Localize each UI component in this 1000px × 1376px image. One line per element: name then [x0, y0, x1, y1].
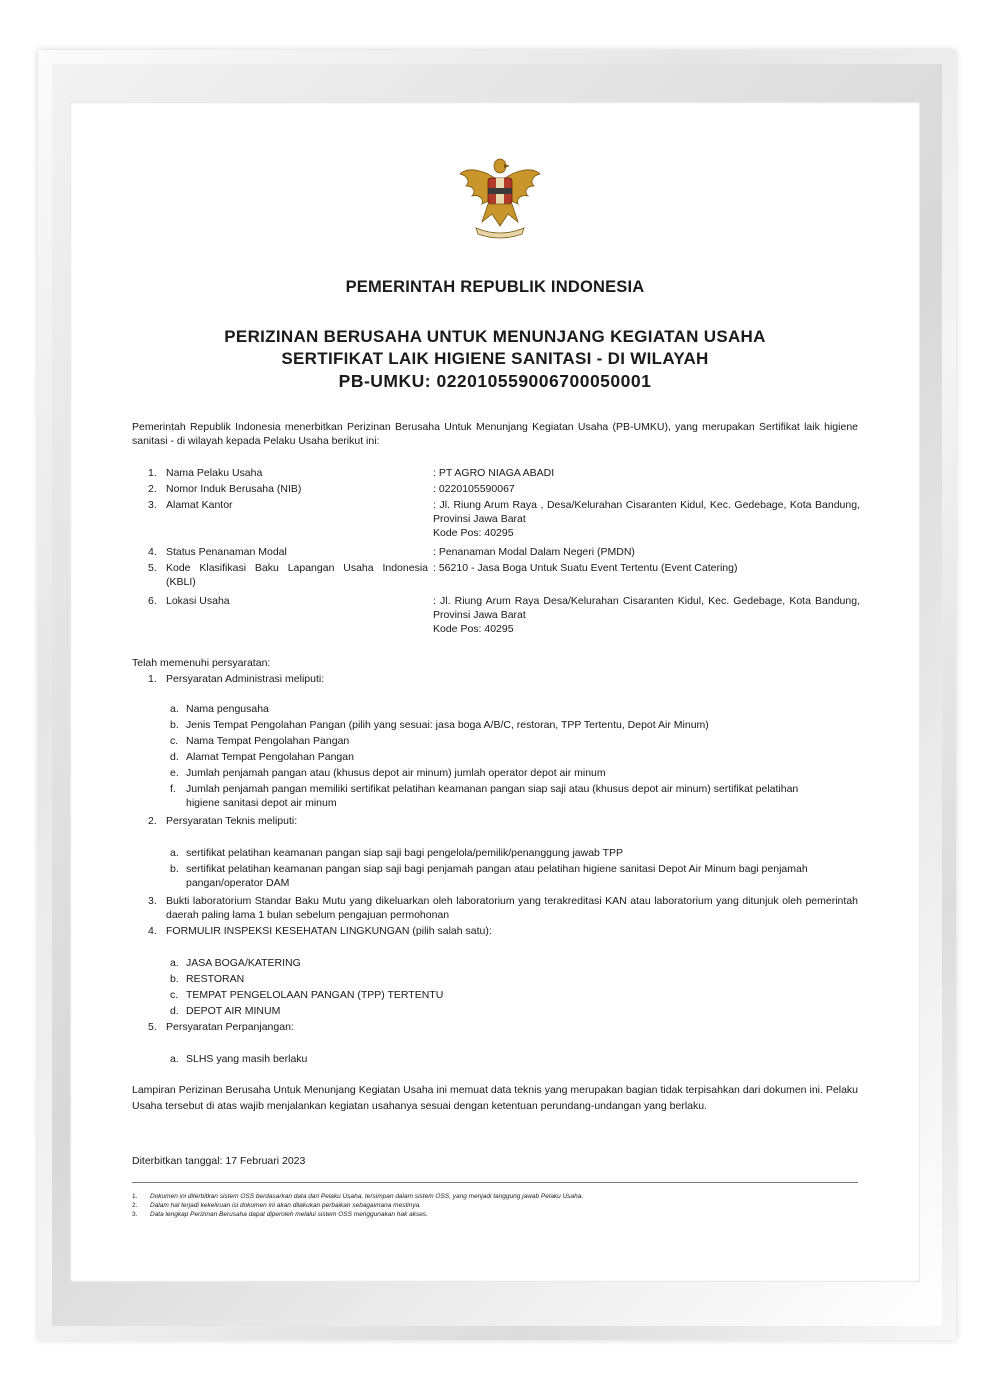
footnote: 1. Dokumen ini diterbitkan sistem OSS berdasarkan data dari Pelaku Usaha, tersimpan dalam sistem OSS, yang menjadi tanggung jawab Pelaku Usaha. [132, 1193, 584, 1200]
list-item: DEPOT AIR MINUM [186, 1005, 281, 1017]
footnotes [132, 1192, 858, 1219]
list-item: TEMPAT PENGELOLAAN PANGAN (TPP) TERTENTU [186, 989, 444, 1001]
list-item: RESTORAN [186, 973, 245, 985]
title-line-1: PERIZINAN BERUSAHA UNTUK MENUNJANG KEGIATAN USAHA [224, 327, 766, 346]
list-item: Nama Tempat Pengolahan Pangan [186, 735, 350, 747]
technical-requirements-title: Persyaratan Teknis meliputi: [166, 815, 298, 827]
closing-paragraph: Lampiran Perizinan Berusaha Untuk Menunjang Kegiatan Usaha ini memuat data teknis yang merupakan bagian tidak terpisahkan dari dokumen ini. Pelaku Usaha tersebut di atas wajib menjalankan kegiatan usahanya sesuai dengan ketentuan perundang-undangan yang berlaku. [132, 1084, 858, 1112]
list-item: Jenis Tempat Pengolahan Pangan (pilih yang sesuai: jasa boga A/B/C, restoran, TPP Tertentu, Depot Air Minum) [186, 719, 709, 731]
list-item: Jumlah penjamah pangan memiliki sertifikat pelatihan keamanan pangan siap saji atau (khusus depot air minum) sertifikat pelatihan higiene sanitasi depot air minum [186, 783, 799, 809]
footnote: 3. Data lengkap Perizinan Berusaha dapat diperoleh melalui sistem OSS menggunakan hak akses. [132, 1211, 428, 1218]
garuda-pancasila-emblem-icon [458, 152, 542, 240]
footnote-divider [132, 1182, 858, 1183]
list-item: sertifikat pelatihan keamanan pangan siap saji bagi penjamah pangan atau pelatihan higiene sanitasi Depot Air Minum bagi penjamah pangan/operator DAM [186, 863, 808, 889]
list-item: sertifikat pelatihan keamanan pangan siap saji bagi pengelola/pemilik/penanggung jawab TPP [186, 847, 624, 859]
requirements-section: Telah memenuhi persyaratan: 1. Persyaratan Administrasi meliputi: a. Nama pengusaha b. Jenis Tempat Pengolahan Pangan (pilih yang sesuai: jasa boga A/B/C, restoran, TPP Tertentu, Depot Air Minum) c. Nama Tempat Pengolahan Pangan d. Alamat Tempat Pengolahan Pangan e. Jumlah penjamah pangan atau (khusus depot air minum) jumlah operator depot air minum f. Jumlah penjamah pangan memiliki sertifikat pelatihan keamanan pangan siap saji atau (khusus depot air minum) sertifikat pelatihan higiene sanitasi depot air minum 2. Persyaratan Teknis meliputi: a. sertifikat pelatihan keamanan pangan siap saji bagi pengelola/pemilik/penanggung jawab TPP b. sertifikat pelatihan keamanan pangan siap saji bagi penjamah pangan atau pelatihan higiene sanitasi Depot Air Minum bagi penjamah pangan/operator DAM 3. Bukti laboratorium Standar Baku Mutu yang dikeluarkan oleh laboratorium yang terakreditasi KAN atau laboratorium yang ditunjuk oleh pemerintah daerah paling lama 1 bulan sebelum pengajuan permohonan 4. FORMULIR INSPEKSI KESEHATAN LINGKUNGAN (pilih salah satu): a. JASA BOGA/KATERING b. RESTORAN c. TEMPAT PENGELOLAAN PANGAN (TPP) TERTENTU d. DEPOT AIR MINUM 5. Persyaratan Perpanjangan: a. SLHS yang masih berlaku [132, 657, 858, 1065]
list-item: Jumlah penjamah pangan atau (khusus depot air minum) jumlah operator depot air minum [186, 767, 606, 779]
requirements-intro: Telah memenuhi persyaratan: [132, 657, 271, 669]
pb-umku-number: PB-UMKU: 022010559006700050001 [338, 371, 652, 391]
admin-requirements-title: Persyaratan Administrasi meliputi: [166, 673, 325, 685]
list-item: SLHS yang masih berlaku [186, 1053, 308, 1065]
lab-requirement: Bukti laboratorium Standar Baku Mutu yang dikeluarkan oleh laboratorium yang terakreditasi KAN atau laboratorium yang ditunjuk oleh pemerintah daerah paling lama 1 bulan sebelum pengajuan permohonan [166, 895, 858, 921]
government-heading: PEMERINTAH REPUBLIK INDONESIA [345, 278, 645, 296]
inspection-form-title: FORMULIR INSPEKSI KESEHATAN LINGKUNGAN (pilih salah satu): [166, 925, 492, 937]
list-item: Nama pengusaha [186, 703, 269, 715]
list-item: JASA BOGA/KATERING [186, 957, 301, 969]
footnote: 2. Dalam hal terjadi kekeliruan isi dokumen ini akan dilakukan perbaikan sebagaimana mestinya. [132, 1202, 421, 1209]
issue-date: Diterbitkan tanggal: 17 Februari 2023 [132, 1155, 306, 1167]
extension-requirements-title: Persyaratan Perpanjangan: [166, 1021, 294, 1033]
title-line-2: SERTIFIKAT LAIK HIGIENE SANITASI - DI WILAYAH [281, 349, 709, 368]
intro-paragraph: Pemerintah Republik Indonesia menerbitkan Perizinan Berusaha Untuk Menunjang Kegiatan Usaha (PB-UMKU), yang merupakan Sertifikat laik higiene sanitasi - di wilayah kepada Pelaku Usaha berikut ini: [132, 421, 858, 447]
certificate-document: PEMERINTAH REPUBLIK INDONESIA PERIZINAN BERUSAHA UNTUK MENUNJANG KEGIATAN USAHA SERTIFIKAT LAIK HIGIENE SANITASI - DI WILAYAH PB-UMKU: 022010559006700050001 Pemerintah Republik Indonesia menerbitkan Perizinan Berusaha Untuk Menunjang Kegiatan Usaha (PB-UMKU), yang merupakan Sertifikat laik higiene sanitasi - di wilayah kepada Pelaku Usaha berikut ini: 1. Nama Pelaku Usaha : PT AGRO NIAGA ABADI 2. Nomor Induk Berusaha (NIB) : 0220105590067 3. Alamat Kantor : Jl. Riung Arum Raya , Desa/Kelurahan Cisaranten Kidul, Kec. Gedebage, Kota Bandung, Provinsi Jawa Barat Kode Pos: 40295 4. Status Penanaman Modal : Penanaman Modal Dalam Negeri (PMDN) 5. Kode Klasifikasi Baku Lapangan Usaha Indonesia (KBLI) : 56210 - Jasa Boga Untuk Suatu Event Tertentu (Event Catering) 6. Lokasi Usaha : Jl. Riung Arum Raya Desa/Kelurahan Cisaranten Kidul, Kec. Gedebage, Kota Bandung, Provinsi Jawa Barat Kode Pos: 40295 Telah memenuhi persyaratan: 1. Persyaratan Administrasi meliputi: a. Nama pengusaha b. Jenis Tempat Pengolahan Pangan (pilih yang sesuai: jasa boga A/B/C, restoran, TPP Tertentu, Depot Air Minum) c. Nama Tempat Pengolahan Pangan d. Alamat Tempat Pengolahan Pangan e. Jumlah penjamah pangan atau (khusus depot air minum) jumlah operator depot air minum f. Jumlah penjamah pangan memiliki sertifikat pelatihan keamanan pangan siap saji atau (khusus depot air minum) sertifikat pelatihan higiene sanitasi depot air minum 2. Persyaratan Teknis meliputi: a. sertifikat pelatihan keamanan pangan siap saji bagi pengelola/pemilik/penanggung jawab TPP b. sertifikat pelatihan keamanan pangan siap saji bagi penjamah pangan atau pelatihan higiene sanitasi Depot Air Minum bagi penjamah pangan/operator DAM 3. Bukti laboratorium Standar Baku Mutu yang dikeluarkan oleh laboratorium yang terakreditasi KAN atau laboratorium yang ditunjuk oleh pemerintah daerah paling lama 1 bulan sebelum pengajuan permohonan 4. FORMULIR INSPEKSI KESEHATAN LINGKUNGAN (pilih salah satu): a. JASA BOGA/KATERING b. RESTORAN c. TEMPAT PENGELOLAAN PANGAN (TPP) TERTENTU d. DEPOT AIR MINUM 5. Persyaratan Perpanjangan: a. SLHS yang masih berlaku Lampiran Perizinan Berusaha Untuk Menunjang Kegiatan Usaha ini memuat data teknis yang merupakan bagian tidak terpisahkan dari dokumen ini. Pelaku Usaha tersebut di atas wajib menjalankan kegiatan usahanya sesuai dengan ketentuan perundang-undangan yang berlaku. Diterbitkan tanggal: 17 Februari 2023 1. Dokumen ini diterbitkan sistem OSS berdasarkan data dari Pelaku Usaha, tersimpan dalam sistem OSS, yang menjadi tanggung jawab Pelaku Usaha. 2. Dalam hal terjadi kekeliruan isi dokumen ini akan dilakukan perbaikan sebagaimana mestinya. 3. Data lengkap Perizinan Berusaha dapat diperoleh melalui sistem OSS menggunakan hak akses. [70, 102, 920, 1282]
list-item: Alamat Tempat Pengolahan Pangan [186, 751, 354, 763]
document-title [70, 326, 920, 392]
